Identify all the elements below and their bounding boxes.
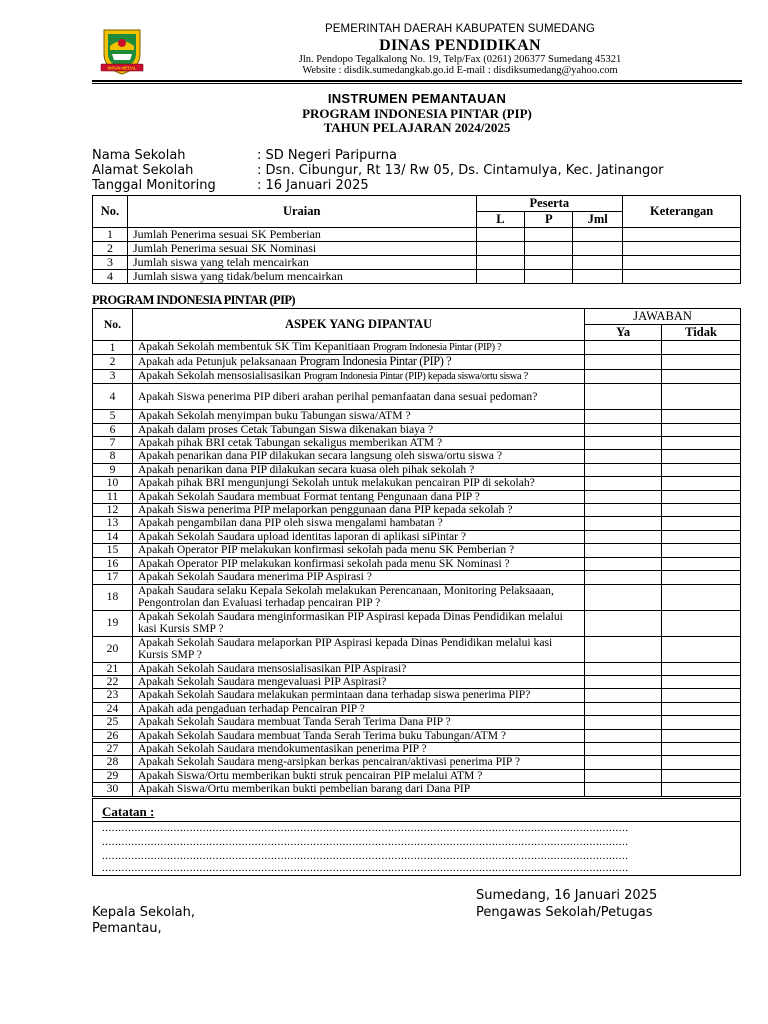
table-row bbox=[93, 584, 741, 610]
signature-place-date: Sumedang, 16 Januari 2025 bbox=[476, 888, 658, 903]
question-text: Apakah ada Petunjuk pelaksanaan bbox=[137, 355, 300, 369]
table-row bbox=[93, 571, 741, 584]
monitoring-date-value: : 16 Januari 2025 bbox=[257, 178, 369, 193]
cell-ya[interactable] bbox=[585, 423, 662, 436]
cell-ya[interactable] bbox=[585, 384, 662, 410]
row-question bbox=[132, 463, 584, 476]
cell-ya[interactable] bbox=[585, 756, 662, 769]
row-question bbox=[132, 689, 584, 702]
row-question bbox=[132, 662, 584, 675]
row-question bbox=[132, 729, 584, 742]
cell-ya[interactable] bbox=[585, 689, 662, 702]
table-row bbox=[93, 517, 741, 530]
school-name-label: Nama Sekolah bbox=[92, 148, 186, 163]
cell-tidak[interactable] bbox=[662, 410, 741, 423]
row-number: 16 bbox=[93, 557, 133, 570]
row-number: 17 bbox=[93, 571, 133, 584]
notes-title: Catatan : bbox=[102, 804, 155, 819]
notes-line: .................................................................................................................................................................. bbox=[102, 822, 629, 834]
col-header-peserta: Peserta bbox=[476, 196, 623, 212]
letterhead-rule bbox=[92, 80, 742, 82]
cell-tidak[interactable] bbox=[662, 729, 741, 742]
cell-ya[interactable] bbox=[585, 437, 662, 450]
table-row bbox=[93, 450, 741, 463]
cell-ya[interactable] bbox=[585, 675, 662, 688]
cell-ya[interactable] bbox=[585, 450, 662, 463]
table-row bbox=[93, 463, 741, 476]
row-question bbox=[132, 423, 584, 436]
recipients-table bbox=[92, 195, 741, 284]
table-row bbox=[93, 610, 741, 636]
cell-tidak[interactable] bbox=[662, 450, 741, 463]
cell-l[interactable] bbox=[476, 228, 525, 242]
table-row bbox=[93, 557, 741, 570]
aspects-table-body bbox=[93, 341, 741, 797]
cell-p[interactable] bbox=[525, 228, 573, 242]
question-text: Apakah Siswa/Ortu memberikan bukti pembelian barang dari Dana PIP bbox=[137, 782, 471, 796]
cell-ya[interactable] bbox=[585, 729, 662, 742]
cell-keterangan[interactable] bbox=[623, 242, 741, 256]
document-year: TAHUN PELAJARAN 2024/2025 bbox=[323, 120, 511, 135]
cell-tidak[interactable] bbox=[662, 783, 741, 796]
cell-tidak[interactable] bbox=[662, 742, 741, 755]
row-question bbox=[132, 369, 584, 383]
question-text: Apakah Sekolah Saudara membuat Tanda Serah Terima Dana PIP ? bbox=[137, 715, 451, 729]
question-text: Apakah Sekolah Saudara melakukan permintaan dana terhadap siswa penerima PIP? bbox=[137, 688, 531, 702]
cell-jml[interactable] bbox=[573, 256, 623, 270]
col-header-uraian: Uraian bbox=[127, 196, 476, 228]
row-question bbox=[132, 769, 584, 782]
question-text: Apakah Sekolah mensosialisasikan bbox=[137, 368, 304, 382]
notes-line: .................................................................................................................................................................. bbox=[102, 850, 629, 862]
col-header-jml: Jml bbox=[573, 212, 623, 228]
row-number: 28 bbox=[93, 756, 133, 769]
row-uraian: Jumlah Penerima sesuai SK Nominasi bbox=[127, 242, 476, 256]
signature-right-role: Pengawas Sekolah/Petugas bbox=[476, 905, 653, 920]
cell-tidak[interactable] bbox=[662, 341, 741, 355]
letterhead-website: Website : disdik.sumedangkab.go.id E-mail : disdiksumedang@yahoo.com bbox=[302, 65, 618, 76]
cell-tidak[interactable] bbox=[662, 662, 741, 675]
question-text: Apakah Siswa penerima PIP diberi arahan perihal pemanfaatan dana sesuai pedoman? bbox=[137, 389, 538, 403]
row-question bbox=[132, 742, 584, 755]
table-row bbox=[93, 384, 741, 410]
question-text: Apakah Sekolah Saudara upload identitas laporan di aplikasi siPintar ? bbox=[137, 529, 467, 543]
table-row bbox=[93, 256, 741, 270]
cell-ya[interactable] bbox=[585, 557, 662, 570]
cell-tidak[interactable] bbox=[662, 689, 741, 702]
table-row bbox=[93, 410, 741, 423]
row-number: 27 bbox=[93, 742, 133, 755]
row-question bbox=[132, 450, 584, 463]
row-question bbox=[132, 544, 584, 557]
row-question bbox=[132, 490, 584, 503]
section-title: PROGRAM INDONESIA PINTAR (PIP) bbox=[92, 293, 295, 307]
row-question bbox=[132, 530, 584, 543]
question-text: Apakah Sekolah menyimpan buku Tabungan siswa/ATM ? bbox=[137, 409, 411, 423]
row-number: 26 bbox=[93, 729, 133, 742]
col-header-tidak: Tidak bbox=[662, 325, 741, 341]
row-question bbox=[132, 636, 584, 662]
row-number: 29 bbox=[93, 769, 133, 782]
cell-tidak[interactable] bbox=[662, 437, 741, 450]
cell-jml[interactable] bbox=[573, 270, 623, 284]
row-number: 23 bbox=[93, 689, 133, 702]
col-header-ya: Ya bbox=[585, 325, 662, 341]
question-text: Apakah Saudara selaku Kepala Sekolah melakukan Perencanaan, Monitoring Pelaksaaan, Pengontrolan dan Evaluasi terhadap pencairan PIP ? bbox=[137, 583, 554, 609]
table-row bbox=[93, 636, 741, 662]
col-header-jawaban: JAWABAN bbox=[585, 309, 741, 325]
row-question bbox=[132, 675, 584, 688]
row-question bbox=[132, 610, 584, 636]
cell-keterangan[interactable] bbox=[623, 270, 741, 284]
cell-tidak[interactable] bbox=[662, 571, 741, 584]
col-header-p: P bbox=[525, 212, 573, 228]
row-question bbox=[132, 437, 584, 450]
letterhead-rule-thin bbox=[92, 83, 742, 84]
row-number: 6 bbox=[93, 423, 133, 436]
row-uraian: Jumlah Penerima sesuai SK Pemberian bbox=[127, 228, 476, 242]
question-text: Apakah Siswa penerima PIP melaporkan penggunaan dana PIP kepada sekolah ? bbox=[137, 503, 513, 517]
cell-ya[interactable] bbox=[585, 662, 662, 675]
aspects-table bbox=[92, 308, 741, 797]
crest-banner-text: INSUN MEDAL bbox=[107, 65, 137, 71]
row-number: 10 bbox=[93, 477, 133, 490]
cell-tidak[interactable] bbox=[662, 675, 741, 688]
row-question bbox=[132, 571, 584, 584]
cell-ya[interactable] bbox=[585, 544, 662, 557]
cell-tidak[interactable] bbox=[662, 477, 741, 490]
cell-l[interactable] bbox=[476, 270, 525, 284]
row-number: 22 bbox=[93, 675, 133, 688]
col-header-aspek: ASPEK YANG DIPANTAU bbox=[132, 309, 584, 341]
row-question bbox=[132, 702, 584, 715]
col-header-l: L bbox=[476, 212, 525, 228]
question-text: Apakah Sekolah Saudara menginformasikan PIP Aspirasi kepada Dinas Pendidikan melalui kasi Kursis SMP ? bbox=[137, 609, 563, 635]
row-number: 18 bbox=[93, 584, 133, 610]
cell-tidak[interactable] bbox=[662, 756, 741, 769]
row-question bbox=[132, 716, 584, 729]
row-number: 4 bbox=[93, 384, 133, 410]
row-number: 20 bbox=[93, 636, 133, 662]
row-number: 2 bbox=[93, 355, 133, 369]
cell-ya[interactable] bbox=[585, 769, 662, 782]
row-question bbox=[132, 557, 584, 570]
cell-tidak[interactable] bbox=[662, 463, 741, 476]
row-number: 3 bbox=[93, 256, 128, 270]
row-number: 15 bbox=[93, 544, 133, 557]
sumedang-regency-crest-icon bbox=[100, 24, 144, 76]
cell-jml[interactable] bbox=[573, 228, 623, 242]
row-uraian: Jumlah siswa yang telah mencairkan bbox=[127, 256, 476, 270]
cell-tidak[interactable] bbox=[662, 769, 741, 782]
row-question bbox=[132, 477, 584, 490]
cell-ya[interactable] bbox=[585, 702, 662, 715]
row-question bbox=[132, 504, 584, 517]
table-row bbox=[93, 783, 741, 796]
row-number: 14 bbox=[93, 530, 133, 543]
school-name-value: : SD Negeri Paripurna bbox=[257, 148, 397, 163]
question-text: Apakah Operator PIP melakukan konfirmasi sekolah pada menu SK Pemberian ? bbox=[137, 543, 515, 557]
question-text: Apakah Sekolah Saudara menerima PIP Aspirasi ? bbox=[137, 570, 372, 584]
row-number: 3 bbox=[93, 369, 133, 383]
cell-ya[interactable] bbox=[585, 410, 662, 423]
cell-tidak[interactable] bbox=[662, 610, 741, 636]
monitoring-date-label: Tanggal Monitoring bbox=[92, 178, 216, 193]
question-text-small: Program Indonesia Pintar (PIP) ? bbox=[373, 342, 502, 353]
question-text-mid: Program Indonesia Pintar (PIP) ? bbox=[299, 354, 452, 369]
row-question bbox=[132, 384, 584, 410]
cell-l[interactable] bbox=[476, 256, 525, 270]
row-question bbox=[132, 410, 584, 423]
cell-ya[interactable] bbox=[585, 490, 662, 503]
table-row bbox=[93, 504, 741, 517]
row-number: 30 bbox=[93, 783, 133, 796]
cell-tidak[interactable] bbox=[662, 557, 741, 570]
question-text: Apakah pengambilan dana PIP oleh siswa mengalami hambatan ? bbox=[137, 516, 443, 530]
cell-keterangan[interactable] bbox=[623, 256, 741, 270]
cell-ya[interactable] bbox=[585, 517, 662, 530]
cell-tidak[interactable] bbox=[662, 584, 741, 610]
question-text: Apakah Operator PIP melakukan konfirmasi sekolah pada menu SK Nominasi ? bbox=[137, 556, 510, 570]
question-text: Apakah dalam proses Cetak Tabungan Siswa dikenakan biaya ? bbox=[137, 422, 434, 436]
document-subtitle: PROGRAM INDONESIA PINTAR (PIP) bbox=[302, 106, 532, 121]
row-question bbox=[132, 756, 584, 769]
table-row bbox=[93, 270, 741, 284]
row-number: 21 bbox=[93, 662, 133, 675]
row-question bbox=[132, 783, 584, 796]
cell-tidak[interactable] bbox=[662, 384, 741, 410]
cell-ya[interactable] bbox=[585, 783, 662, 796]
table-row bbox=[93, 756, 741, 769]
cell-ya[interactable] bbox=[585, 584, 662, 610]
cell-ya[interactable] bbox=[585, 716, 662, 729]
question-text: Apakah Sekolah Saudara mensosialisasikan PIP Aspirasi? bbox=[137, 661, 407, 675]
cell-ya[interactable] bbox=[585, 355, 662, 369]
cell-ya[interactable] bbox=[585, 477, 662, 490]
question-text: Apakah Sekolah Saudara membuat Format tentang Pengunaan dana PIP ? bbox=[137, 489, 480, 503]
row-number: 25 bbox=[93, 716, 133, 729]
table-row bbox=[93, 769, 741, 782]
question-text: Apakah Sekolah Saudara mendokumentasikan penerima PIP ? bbox=[137, 741, 427, 755]
col-header-keterangan: Keterangan bbox=[623, 196, 741, 228]
table-row bbox=[93, 228, 741, 242]
row-number: 9 bbox=[93, 463, 133, 476]
row-number: 1 bbox=[93, 341, 133, 355]
cell-tidak[interactable] bbox=[662, 716, 741, 729]
letterhead-address: Jln. Pendopo Tegalkalong No. 19, Telp/Fax (0261) 206377 Sumedang 45321 bbox=[298, 54, 622, 65]
table-row bbox=[93, 702, 741, 715]
letterhead-government: PEMERINTAH DAERAH KABUPATEN SUMEDANG bbox=[324, 23, 596, 35]
signature-left-role: Kepala Sekolah, bbox=[92, 905, 196, 920]
cell-tidak[interactable] bbox=[662, 636, 741, 662]
table-row bbox=[93, 423, 741, 436]
cell-tidak[interactable] bbox=[662, 423, 741, 436]
school-address-label: Alamat Sekolah bbox=[92, 163, 194, 178]
row-number: 8 bbox=[93, 450, 133, 463]
row-number: 12 bbox=[93, 504, 133, 517]
row-number: 24 bbox=[93, 702, 133, 715]
table-row bbox=[93, 530, 741, 543]
cell-ya[interactable] bbox=[585, 571, 662, 584]
notes-box bbox=[92, 798, 741, 876]
table-row bbox=[93, 742, 741, 755]
question-text: Apakah Sekolah Saudara melaporkan PIP Aspirasi kepada Dinas Pendidikan melalui kasi Kursis SMP ? bbox=[137, 635, 553, 661]
cell-keterangan[interactable] bbox=[623, 228, 741, 242]
question-text: Apakah ada pengaduan terhadap Pencairan PIP ? bbox=[137, 701, 365, 715]
signature-right-role-line2: Pemantau, bbox=[92, 921, 162, 936]
col-header-no: No. bbox=[93, 309, 133, 341]
cell-ya[interactable] bbox=[585, 504, 662, 517]
table-row bbox=[93, 341, 741, 355]
cell-tidak[interactable] bbox=[662, 517, 741, 530]
table-row bbox=[93, 662, 741, 675]
table-row bbox=[93, 477, 741, 490]
cell-tidak[interactable] bbox=[662, 530, 741, 543]
table-row bbox=[93, 689, 741, 702]
table-row bbox=[93, 369, 741, 383]
cell-tidak[interactable] bbox=[662, 544, 741, 557]
question-text: Apakah penarikan dana PIP dilakukan secara kuasa oleh pihak sekolah ? bbox=[137, 462, 475, 476]
cell-tidak[interactable] bbox=[662, 490, 741, 503]
row-question bbox=[132, 341, 584, 355]
row-question bbox=[132, 355, 584, 369]
question-text: Apakah Sekolah Saudara mengevaluasi PIP Aspirasi? bbox=[137, 674, 387, 688]
cell-ya[interactable] bbox=[585, 610, 662, 636]
question-text: Apakah penarikan dana PIP dilakukan secara langsung oleh siswa/ortu siswa ? bbox=[137, 449, 502, 463]
notes-line: .................................................................................................................................................................. bbox=[102, 836, 629, 848]
cell-ya[interactable] bbox=[585, 742, 662, 755]
row-number: 1 bbox=[93, 228, 128, 242]
cell-p[interactable] bbox=[525, 256, 573, 270]
question-text-small: Program Indonesia Pintar (PIP) kepada siswa/ortu siswa ? bbox=[303, 370, 528, 382]
school-address-value: : Dsn. Cibungur, Rt 13/ Rw 05, Ds. Cintamulya, Kec. Jatinangor bbox=[257, 163, 664, 178]
row-number: 11 bbox=[93, 490, 133, 503]
col-header-no: No. bbox=[93, 196, 128, 228]
table-row bbox=[93, 675, 741, 688]
cell-tidak[interactable] bbox=[662, 702, 741, 715]
cell-ya[interactable] bbox=[585, 463, 662, 476]
notes-line: .................................................................................................................................................................. bbox=[102, 862, 629, 874]
row-number: 5 bbox=[93, 410, 133, 423]
cell-tidak[interactable] bbox=[662, 355, 741, 369]
question-text: Apakah Sekolah Saudara membuat Tanda Serah Terima buku Tabungan/ATM ? bbox=[137, 728, 507, 742]
table-row bbox=[93, 355, 741, 369]
table-row bbox=[93, 490, 741, 503]
row-number: 13 bbox=[93, 517, 133, 530]
row-number: 19 bbox=[93, 610, 133, 636]
cell-jml[interactable] bbox=[573, 242, 623, 256]
cell-ya[interactable] bbox=[585, 636, 662, 662]
cell-ya[interactable] bbox=[585, 530, 662, 543]
document-title: INSTRUMEN PEMANTAUAN bbox=[327, 91, 507, 106]
cell-ya[interactable] bbox=[585, 369, 662, 383]
cell-p[interactable] bbox=[525, 270, 573, 284]
letterhead-department: DINAS PENDIDIKAN bbox=[379, 37, 541, 54]
table-row bbox=[93, 729, 741, 742]
table-row bbox=[93, 544, 741, 557]
question-text: Apakah Siswa/Ortu memberikan bukti struk pencairan PIP melalui ATM ? bbox=[137, 768, 483, 782]
cell-p[interactable] bbox=[525, 242, 573, 256]
row-question bbox=[132, 584, 584, 610]
table-row bbox=[93, 437, 741, 450]
row-uraian: Jumlah siswa yang tidak/belum mencairkan bbox=[127, 270, 476, 284]
table-row bbox=[93, 242, 741, 256]
recipients-table-body bbox=[93, 228, 741, 284]
row-number: 2 bbox=[93, 242, 128, 256]
row-number: 7 bbox=[93, 437, 133, 450]
question-text: Apakah pihak BRI cetak Tabungan sekaligus memberikan ATM ? bbox=[137, 436, 443, 450]
question-text: Apakah Sekolah membentuk SK Tim Kepanitiaan bbox=[137, 340, 374, 353]
cell-l[interactable] bbox=[476, 242, 525, 256]
row-number: 4 bbox=[93, 270, 128, 284]
cell-tidak[interactable] bbox=[662, 504, 741, 517]
cell-tidak[interactable] bbox=[662, 369, 741, 383]
question-text: Apakah pihak BRI mengunjungi Sekolah untuk melakukan pencairan PIP di sekolah? bbox=[137, 476, 535, 490]
cell-ya[interactable] bbox=[585, 341, 662, 355]
table-row bbox=[93, 716, 741, 729]
question-text: Apakah Sekolah Saudara meng-arsipkan berkas pencairan/aktivasi penerima PIP ? bbox=[137, 755, 520, 769]
row-question bbox=[132, 517, 584, 530]
